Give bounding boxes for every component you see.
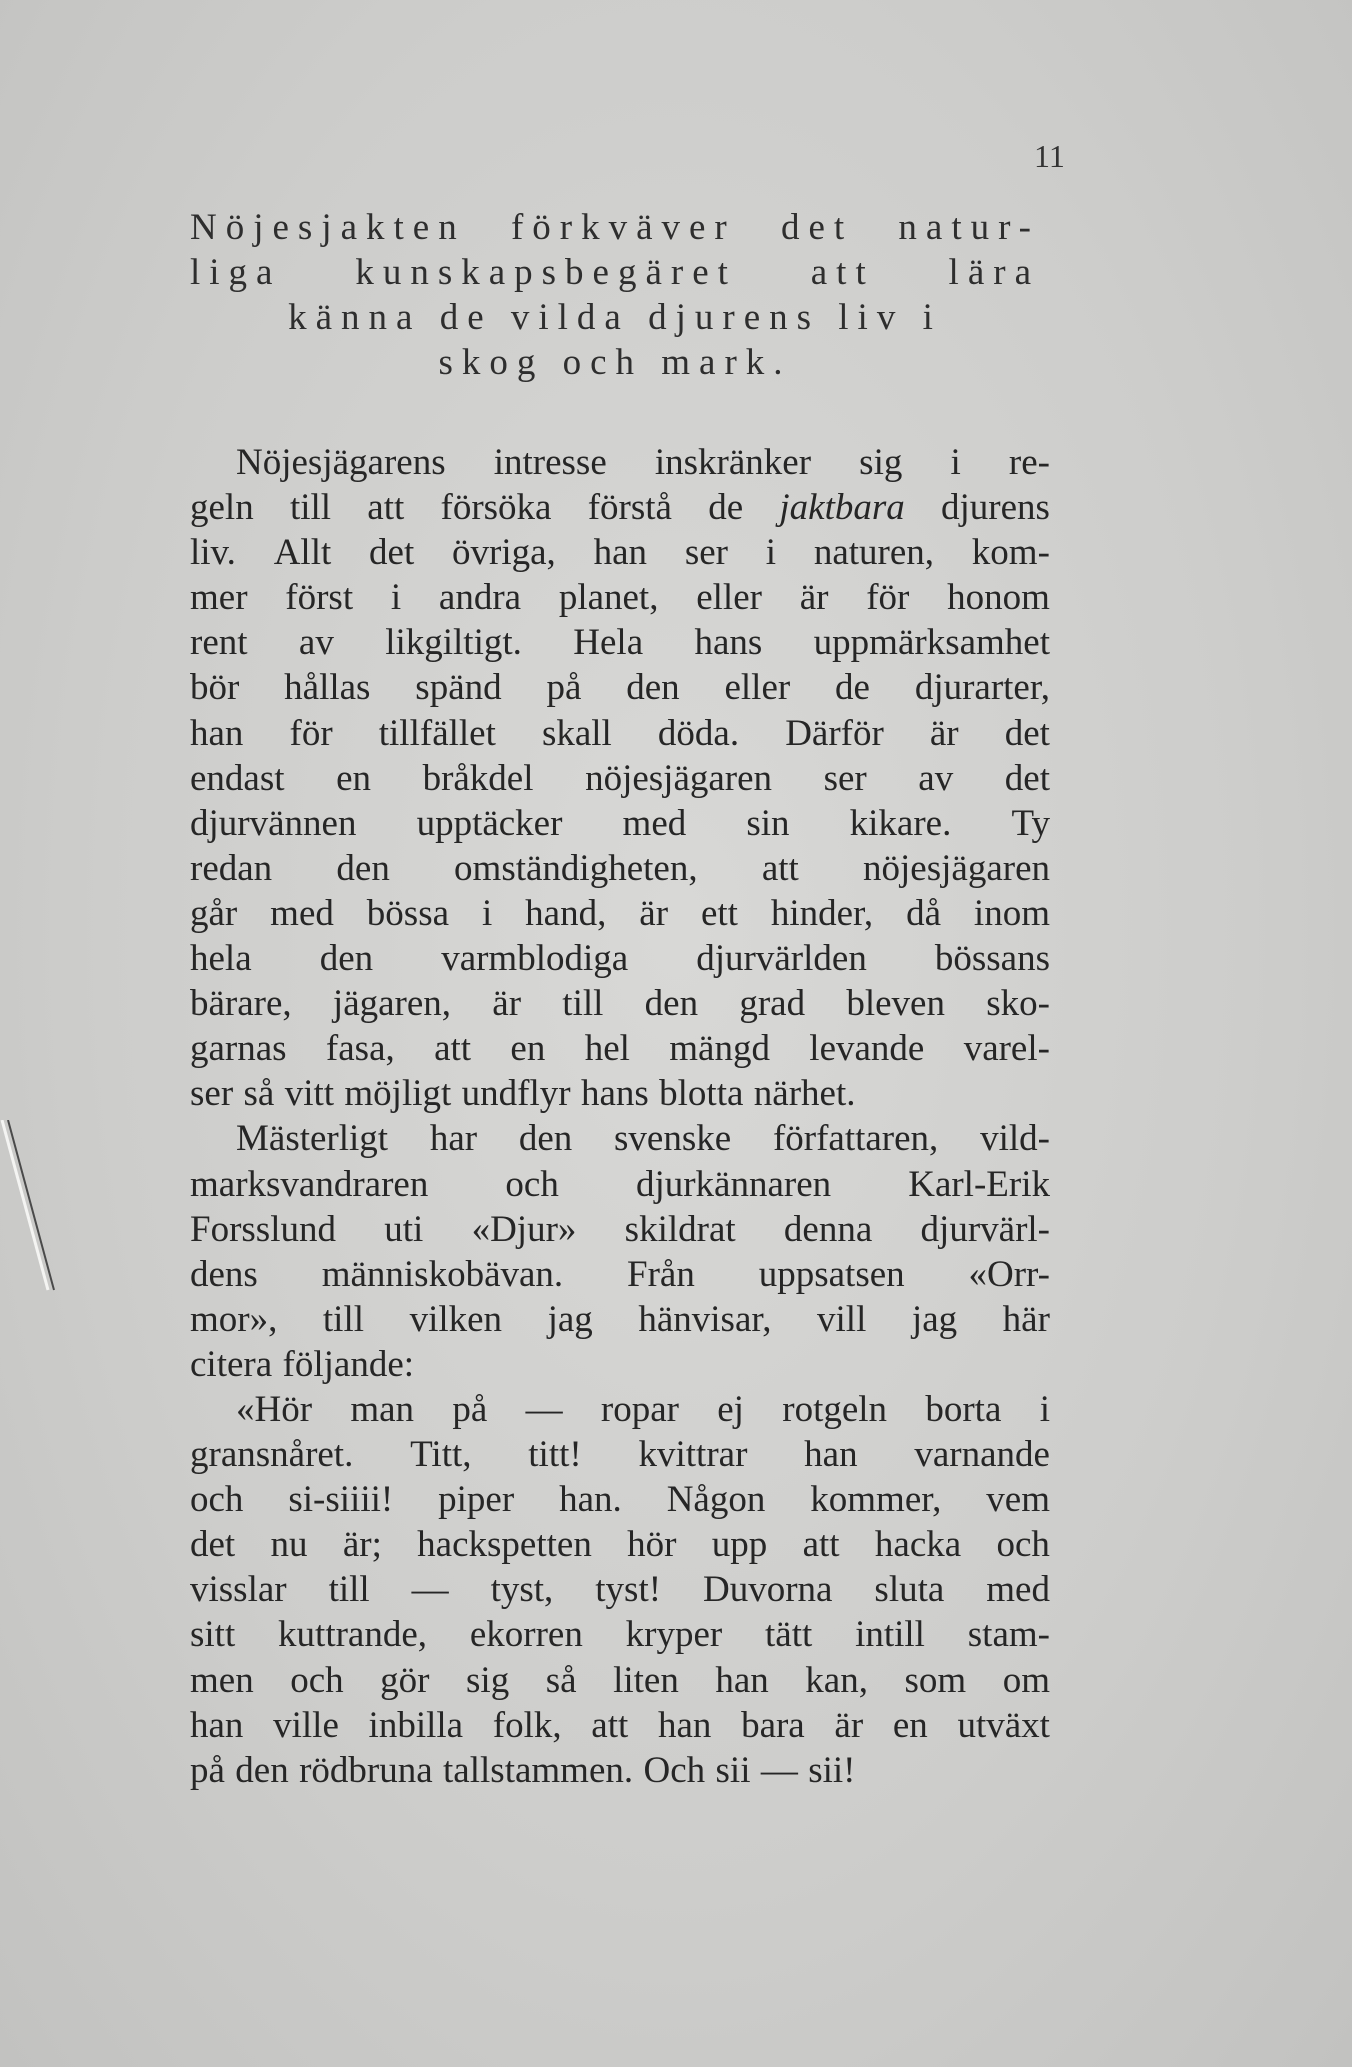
- heading-line: skog och mark.: [438, 342, 792, 383]
- text-line: visslar till — tyst, tyst! Duvorna sluta med: [190, 1569, 1050, 1611]
- text-line: garnas fasa, att en hel mängd levande varel-: [190, 1028, 1050, 1070]
- text-line: Mästerligt har den svenske författaren, vild-: [236, 1118, 1050, 1160]
- text-line: på den rödbruna tallstammen. Och sii — sii!: [190, 1749, 856, 1791]
- text-line: Forsslund uti «Djur» skildrat denna djurvärl-: [190, 1208, 1050, 1250]
- text-line: liv. Allt det övriga, han ser i naturen, kom-: [190, 532, 1050, 574]
- text-line: citera följande:: [190, 1343, 415, 1385]
- text-line: marksvandraren och djurkännaren Karl-Erik: [190, 1163, 1050, 1205]
- body-text: [190, 440, 1050, 1793]
- text-line: rent av likgiltigt. Hela hans uppmärksamhet: [190, 622, 1050, 664]
- text-line: djurvännen upptäcker med sin kikare. Ty: [190, 802, 1050, 844]
- text-line: men och gör sig så liten han kan, som om: [190, 1659, 1050, 1701]
- heading-line: Nöjesjakten förkväver det natur-: [190, 207, 1040, 248]
- text-line: mor», till vilken jag hänvisar, vill jag här: [190, 1298, 1050, 1340]
- text-line: sitt kuttrande, ekorren kryper tätt intill stam-: [190, 1614, 1050, 1656]
- heading-line: känna de vilda djurens liv i: [288, 297, 942, 338]
- text-line: och si-siiii! piper han. Någon kommer, vem: [190, 1479, 1050, 1521]
- text-line: «Hör man på — ropar ej rotgeln borta i: [236, 1388, 1050, 1430]
- text-line: gransnåret. Titt, titt! kvittrar han varnande: [190, 1434, 1050, 1476]
- text-line: han ville inbilla folk, att han bara är en utväxt: [190, 1704, 1050, 1746]
- text-line: bör hållas spänd på den eller de djurarter,: [190, 667, 1050, 709]
- text-line: det nu är; hackspetten hör upp att hacka och: [190, 1524, 1050, 1566]
- text-line: ser så vitt möjligt undflyr hans blotta närhet.: [190, 1073, 856, 1115]
- text-line: dens människobävan. Från uppsatsen «Orr-: [190, 1253, 1050, 1295]
- text-line: går med bössa i hand, är ett hinder, då inom: [190, 892, 1050, 934]
- text-line: redan den omständigheten, att nöjesjägaren: [190, 847, 1050, 889]
- text-line: bärare, jägaren, är till den grad bleven sko-: [190, 983, 1050, 1025]
- page-number: 11: [1034, 138, 1065, 174]
- text-line: Nöjesjägarens intresse inskränker sig i re-: [236, 442, 1050, 483]
- heading-line: liga kunskapsbegäret att lära: [190, 252, 1040, 293]
- text-line: mer först i andra planet, eller är för honom: [190, 577, 1050, 619]
- section-heading: [190, 205, 1040, 385]
- text-line: han för tillfället skall döda. Därför är det: [190, 712, 1050, 754]
- page-crease-mark: [0, 1120, 60, 1300]
- text-line: geln till att försöka förstå de jaktbara djurens: [190, 487, 1050, 529]
- text-line: hela den varmblodiga djurvärlden bössans: [190, 938, 1050, 980]
- text-line: endast en bråkdel nöjesjägaren ser av det: [190, 757, 1050, 799]
